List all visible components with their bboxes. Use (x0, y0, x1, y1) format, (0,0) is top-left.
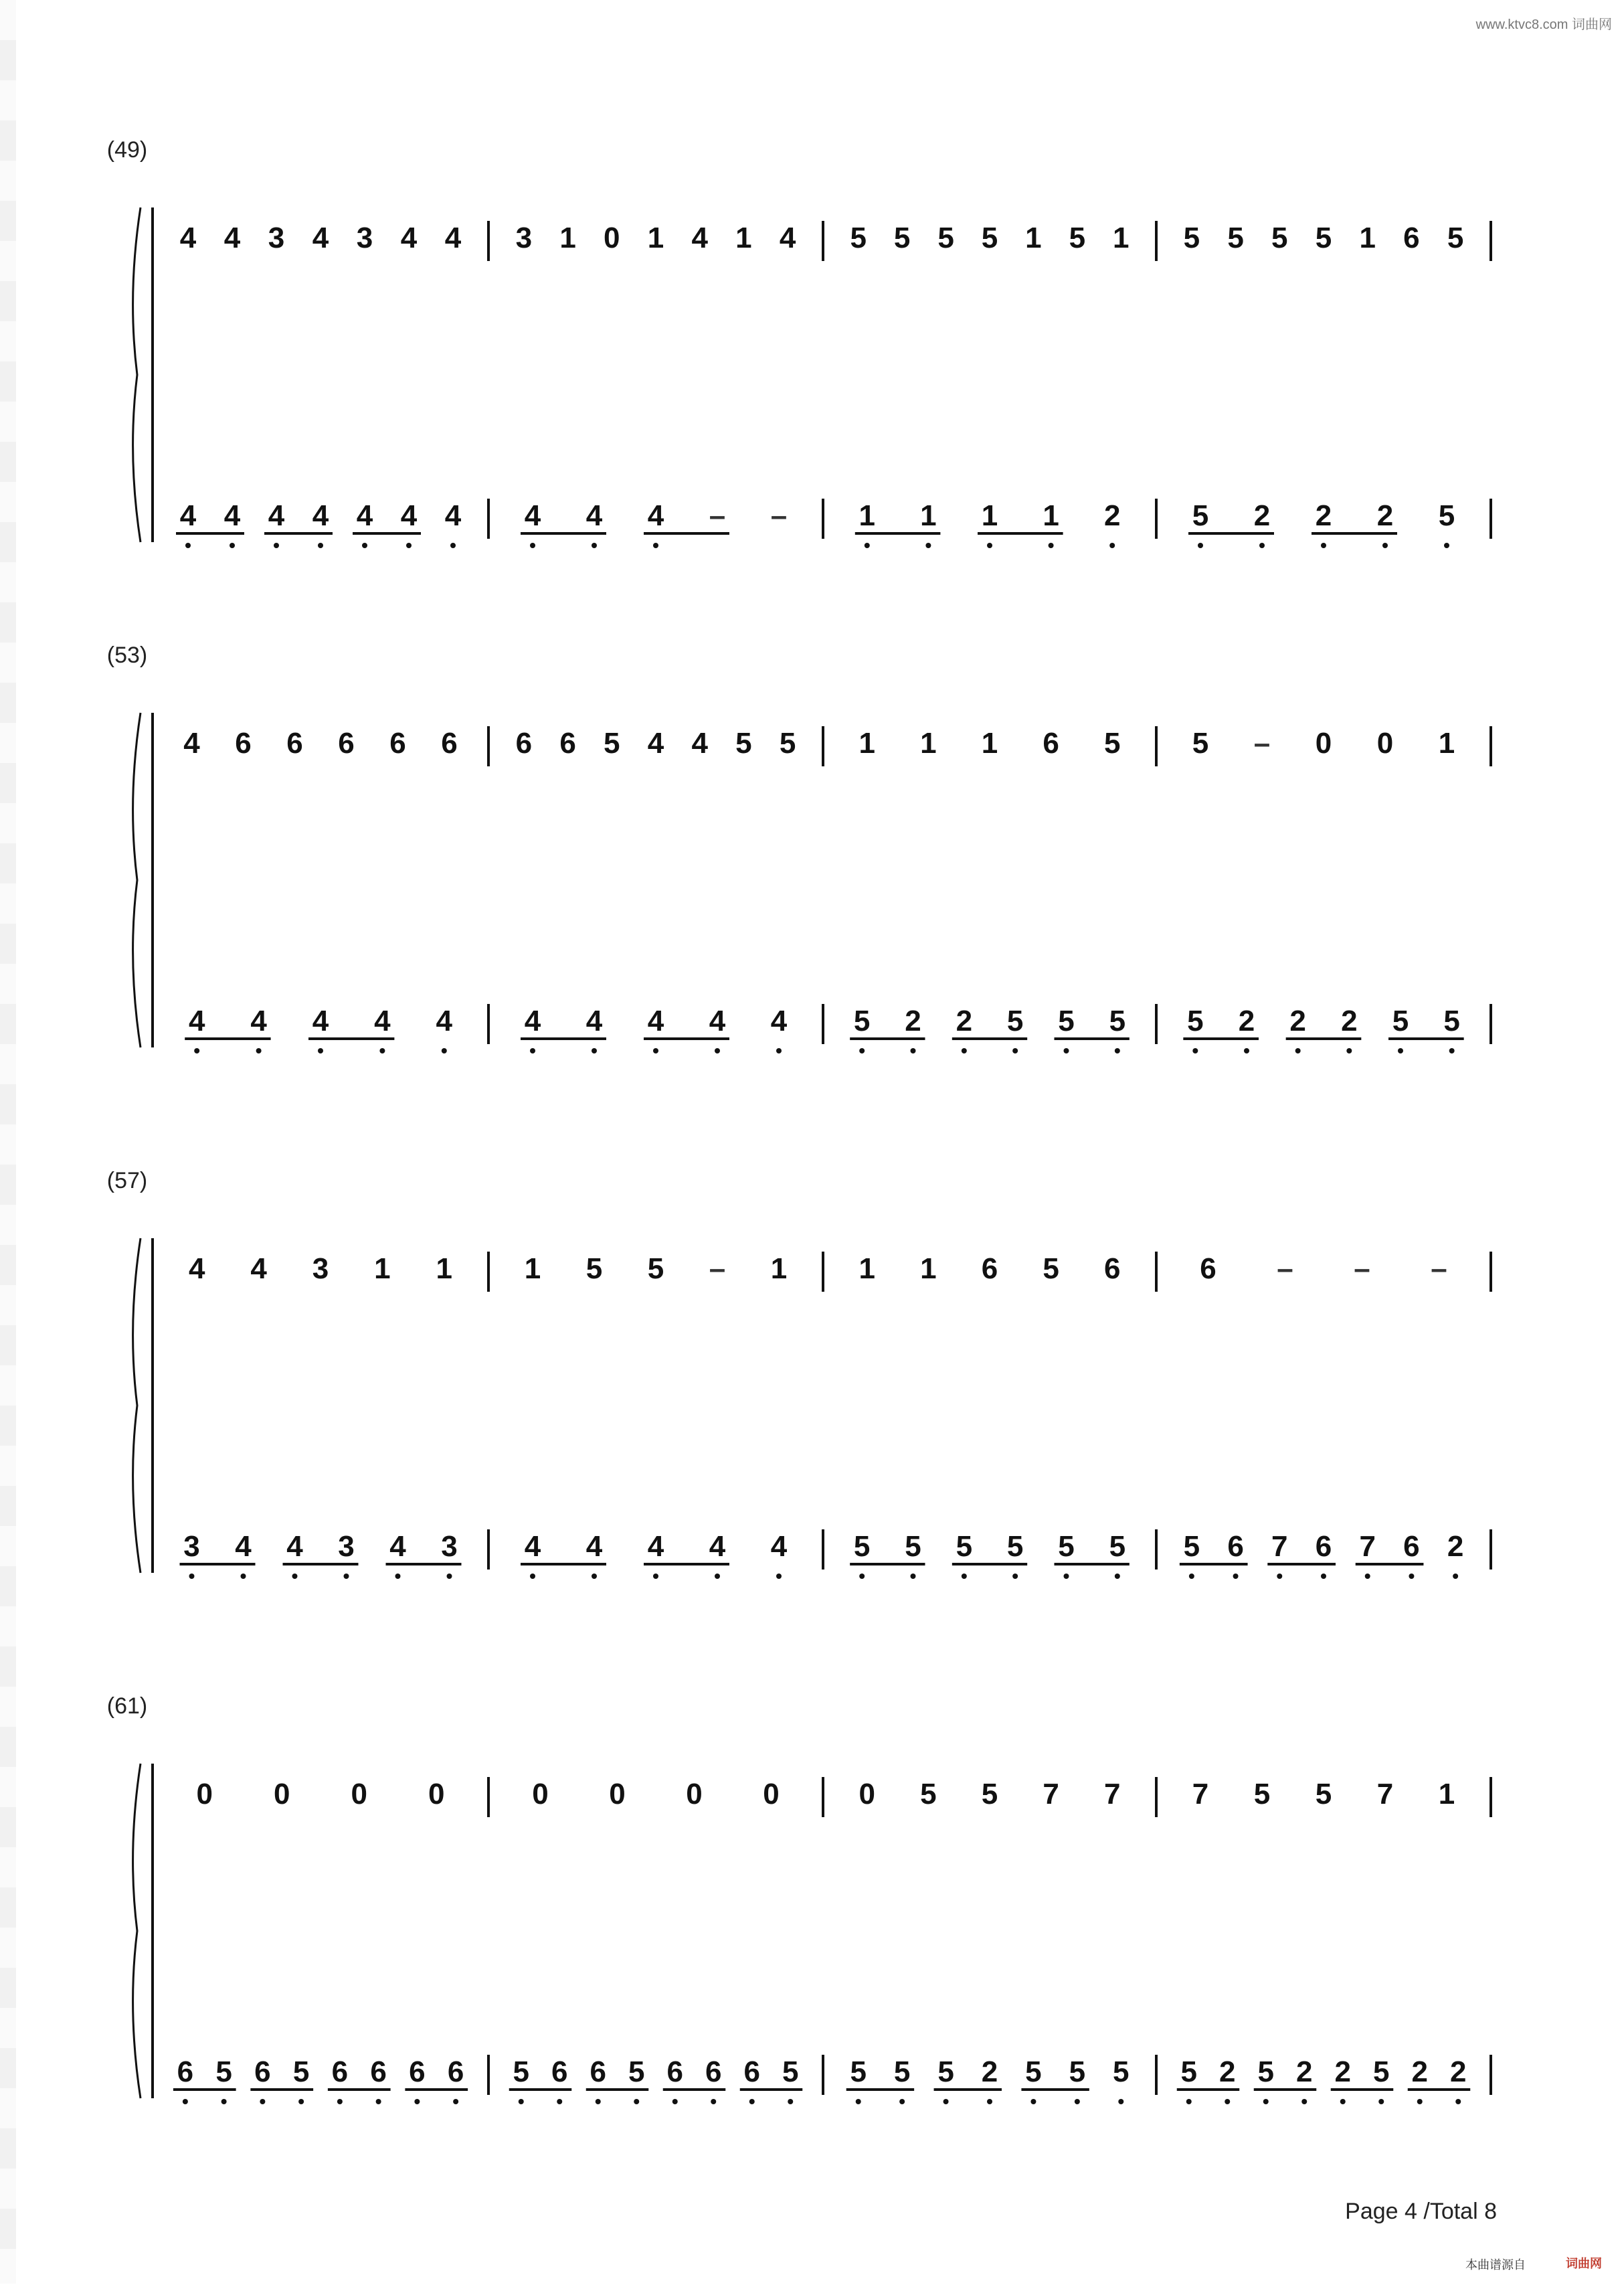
octave-dot (221, 2099, 227, 2104)
octave-dot (788, 2099, 793, 2104)
lh-note: 6 (447, 2055, 464, 2088)
lh-note: 4 (709, 1005, 726, 1037)
lh-note: 2 (1253, 499, 1271, 532)
octave-dot (379, 1048, 385, 1053)
lh-note: 2 (1103, 499, 1121, 532)
system-brace (133, 713, 141, 1047)
lh-note: 2 (1341, 1005, 1358, 1037)
lh-note: 2 (1450, 2055, 1467, 2088)
rh-note: 0 (763, 1778, 780, 1810)
rh-note: 4 (179, 222, 197, 254)
page-number: Page 4 /Total 8 (1345, 2199, 1497, 2224)
octave-dot (592, 1048, 597, 1053)
lh-note: 5 (850, 2055, 867, 2088)
lh-note: 2 (1315, 499, 1332, 532)
octave-dot (447, 1574, 452, 1579)
octave-dot (865, 543, 870, 548)
octave-dot (1398, 1048, 1403, 1053)
rh-note: 4 (223, 222, 241, 254)
rh-note: 5 (920, 1778, 937, 1810)
rh-note: 6 (338, 727, 355, 760)
lh-note: 6 (331, 2055, 349, 2088)
octave-dot (1225, 2099, 1230, 2104)
lh-note: 6 (1227, 1530, 1244, 1563)
rh-note: 7 (1192, 1778, 1209, 1810)
lh-note: 5 (1443, 1005, 1460, 1037)
lh-note: 6 (409, 2055, 426, 2088)
octave-dot (241, 1574, 246, 1579)
lh-note: 2 (1289, 1005, 1306, 1037)
octave-dot (1321, 1574, 1326, 1579)
lh-note: 4 (524, 1530, 541, 1563)
octave-dot (406, 543, 412, 548)
rh-note: 5 (1043, 1252, 1059, 1285)
rh-note: 1 (1025, 222, 1042, 254)
lh-note: 5 (292, 2055, 310, 2088)
rh-note: 1 (981, 727, 998, 760)
rh-note: 0 (686, 1778, 703, 1810)
rh-note: 4 (647, 727, 664, 760)
octave-dot (962, 1048, 967, 1053)
octave-dot (318, 543, 323, 548)
lh-note: 4 (356, 499, 373, 532)
rh-note: – (1277, 1252, 1293, 1285)
octave-dot (715, 1048, 720, 1053)
rh-note: 5 (735, 727, 752, 760)
octave-dot (859, 1048, 865, 1053)
lh-note: 5 (1006, 1005, 1024, 1037)
octave-dot (1075, 2099, 1080, 2104)
rh-note: 5 (1315, 1778, 1332, 1810)
lh-note: 5 (853, 1005, 871, 1037)
rh-note: – (1431, 1252, 1447, 1285)
lh-note: 7 (1271, 1530, 1288, 1563)
lh-note: 5 (1438, 499, 1455, 532)
rh-note: 5 (937, 222, 954, 254)
rh-note: 3 (515, 222, 533, 254)
rh-note: 1 (524, 1252, 541, 1285)
lh-note: 4 (647, 499, 664, 532)
rh-note: 0 (859, 1778, 876, 1810)
lh-note: 4 (188, 1005, 205, 1037)
measure-number: (49) (106, 137, 148, 163)
octave-dot (1115, 1574, 1120, 1579)
octave-dot (1340, 2099, 1346, 2104)
octave-dot (194, 1048, 199, 1053)
lh-note: 5 (1069, 2055, 1086, 2088)
rh-note: 4 (444, 222, 462, 254)
lh-note: 1 (1043, 499, 1059, 532)
lh-note: 4 (647, 1005, 664, 1037)
octave-dot (1244, 1048, 1249, 1053)
octave-dot (715, 1574, 720, 1579)
octave-dot (1198, 543, 1203, 548)
octave-dot (1382, 543, 1388, 548)
lh-note: 1 (920, 499, 937, 532)
lh-note: 5 (1006, 1530, 1024, 1563)
octave-dot (1049, 543, 1054, 548)
octave-dot (1444, 543, 1449, 548)
octave-dot (672, 2099, 678, 2104)
lh-note: 4 (770, 1530, 788, 1563)
lh-note: 5 (1109, 1530, 1126, 1563)
rh-note: 5 (1253, 1778, 1271, 1810)
rh-note: 5 (1227, 222, 1244, 254)
octave-dot (1115, 1048, 1120, 1053)
octave-dot (1295, 1048, 1301, 1053)
octave-dot (1064, 1574, 1069, 1579)
octave-dot (292, 1574, 298, 1579)
lh-note: 5 (1392, 1005, 1409, 1037)
lh-note: 6 (1315, 1530, 1332, 1563)
lh-note: 1 (859, 499, 876, 532)
lh-note: 5 (513, 2055, 529, 2088)
octave-dot (260, 2099, 265, 2104)
rh-note: 7 (1043, 1778, 1059, 1810)
lh-note: 4 (647, 1530, 664, 1563)
lh-note: 4 (179, 499, 197, 532)
lh-note: 5 (1183, 1530, 1200, 1563)
rh-note: 7 (1103, 1778, 1121, 1810)
octave-dot (1118, 2099, 1123, 2104)
octave-dot (653, 543, 658, 548)
octave-dot (1346, 1048, 1352, 1053)
rh-note: 5 (893, 222, 911, 254)
rh-note: 4 (183, 727, 200, 760)
rh-note: – (709, 1252, 726, 1285)
octave-dot (230, 543, 235, 548)
lh-note: 3 (183, 1530, 200, 1563)
lh-note: 4 (374, 1005, 391, 1037)
rh-note: 5 (1271, 222, 1288, 254)
rh-note: 3 (268, 222, 285, 254)
rh-note: 6 (286, 727, 303, 760)
rh-note: 5 (1192, 727, 1209, 760)
octave-dot (1417, 2099, 1423, 2104)
octave-dot (414, 2099, 420, 2104)
lh-note: 6 (590, 2055, 606, 2088)
rh-note: 7 (1376, 1778, 1394, 1810)
rh-note: 1 (920, 1252, 937, 1285)
octave-dot (1233, 1574, 1239, 1579)
rh-note: 3 (356, 222, 373, 254)
rh-note: 6 (1043, 727, 1059, 760)
rh-note: 0 (351, 1778, 367, 1810)
rh-note: 5 (604, 727, 620, 760)
rh-note: – (1354, 1252, 1370, 1285)
octave-dot (1409, 1574, 1414, 1579)
rh-note: 4 (188, 1252, 205, 1285)
octave-dot (925, 543, 931, 548)
lh-note: 4 (223, 499, 241, 532)
octave-dot (362, 543, 367, 548)
lh-note: 7 (1359, 1530, 1376, 1563)
lh-note: 2 (905, 1005, 921, 1037)
lh-note: 5 (1058, 1530, 1075, 1563)
lh-note: 4 (524, 499, 541, 532)
octave-dot (711, 2099, 716, 2104)
lh-note: 6 (177, 2055, 194, 2088)
rh-note: 4 (312, 222, 329, 254)
lh-note: 4 (312, 499, 329, 532)
lh-note: 6 (666, 2055, 683, 2088)
octave-dot (776, 1574, 782, 1579)
lh-note: 4 (444, 499, 462, 532)
lh-note: 5 (1109, 1005, 1126, 1037)
octave-dot (634, 2099, 639, 2104)
lh-note: 5 (1113, 2055, 1130, 2088)
rh-note: 1 (735, 222, 752, 254)
lh-note: 5 (956, 1530, 973, 1563)
lh-note: 3 (338, 1530, 355, 1563)
octave-dot (987, 543, 992, 548)
octave-dot (1365, 1574, 1370, 1579)
lh-note: 1 (981, 499, 998, 532)
source-logo-text: 词曲网 (1566, 2257, 1602, 2270)
rh-note: 4 (691, 727, 708, 760)
lh-note: 4 (235, 1530, 252, 1563)
rh-note: 6 (981, 1252, 998, 1285)
system-brace (133, 207, 141, 542)
lh-note: 4 (436, 1005, 453, 1037)
lh-note: 4 (709, 1530, 726, 1563)
octave-dot (1321, 543, 1326, 548)
octave-dot (256, 1048, 262, 1053)
lh-note: 4 (400, 499, 418, 532)
site-watermark: www.ktvc8.com 词曲网 (1475, 17, 1612, 32)
lh-note: 2 (981, 2055, 998, 2088)
lh-note: 6 (705, 2055, 722, 2088)
lh-note: 2 (1411, 2055, 1428, 2088)
lh-note: 2 (1296, 2055, 1313, 2088)
octave-dot (337, 2099, 343, 2104)
rh-note: 5 (850, 222, 867, 254)
octave-dot (1277, 1574, 1282, 1579)
rh-note: 5 (1315, 222, 1332, 254)
octave-dot (453, 2099, 458, 2104)
rh-note: – (1253, 727, 1271, 760)
lh-note: 3 (441, 1530, 458, 1563)
rh-note: 1 (859, 727, 876, 760)
rh-note: 6 (441, 727, 458, 760)
octave-dot (911, 1048, 916, 1053)
rh-note: 1 (770, 1252, 788, 1285)
rh-note: 4 (691, 222, 708, 254)
octave-dot (1455, 2099, 1461, 2104)
rh-note: 6 (1200, 1252, 1216, 1285)
rh-note: 0 (1315, 727, 1332, 760)
measure-number: (57) (106, 1168, 148, 1193)
octave-dot (1030, 2099, 1036, 2104)
rh-note: 0 (196, 1778, 213, 1810)
octave-dot (1109, 543, 1115, 548)
rh-note: 0 (274, 1778, 290, 1810)
octave-dot (1378, 2099, 1384, 2104)
octave-dot (911, 1574, 916, 1579)
octave-dot (274, 543, 279, 548)
octave-dot (1012, 1574, 1018, 1579)
octave-dot (653, 1574, 658, 1579)
octave-dot (183, 2099, 188, 2104)
lh-note: 5 (628, 2055, 645, 2088)
rh-note: 6 (1403, 222, 1420, 254)
rh-note: 1 (1438, 727, 1455, 760)
octave-dot (987, 2099, 992, 2104)
octave-dot (442, 1048, 447, 1053)
lh-note: 5 (893, 2055, 911, 2088)
octave-dot (859, 1574, 865, 1579)
system-brace (133, 1764, 141, 2098)
lh-note: 6 (743, 2055, 760, 2088)
octave-dot (1263, 2099, 1269, 2104)
lh-note: 4 (268, 499, 285, 532)
rh-note: 6 (1103, 1252, 1121, 1285)
rh-note: 5 (1103, 727, 1121, 760)
octave-dot (1064, 1048, 1069, 1053)
octave-dot (376, 2099, 381, 2104)
octave-dot (530, 1574, 535, 1579)
lh-note: 4 (585, 499, 603, 532)
lh-note: 2 (1376, 499, 1394, 532)
lh-note: 5 (937, 2055, 954, 2088)
rh-note: 4 (779, 222, 796, 254)
octave-dot (899, 2099, 905, 2104)
lh-note: 5 (905, 1530, 921, 1563)
rh-note: 0 (428, 1778, 445, 1810)
rh-note: 1 (1438, 1778, 1455, 1810)
octave-dot (962, 1574, 967, 1579)
lh-note: 2 (1238, 1005, 1255, 1037)
rh-note: 5 (1183, 222, 1200, 254)
rh-note: 0 (532, 1778, 549, 1810)
rh-note: 0 (604, 222, 620, 254)
octave-dot (344, 1574, 349, 1579)
rh-note: 1 (920, 727, 937, 760)
octave-dot (1449, 1048, 1455, 1053)
rh-note: 4 (400, 222, 418, 254)
rh-note: 1 (374, 1252, 391, 1285)
octave-dot (298, 2099, 304, 2104)
octave-dot (1453, 1574, 1458, 1579)
source-label: 本曲谱源自 (1465, 2258, 1526, 2272)
rh-note: 5 (981, 222, 998, 254)
lh-note: 5 (1058, 1005, 1075, 1037)
octave-dot (653, 1048, 658, 1053)
lh-note: 4 (286, 1530, 303, 1563)
lh-note: 5 (782, 2055, 799, 2088)
octave-dot (189, 1574, 195, 1579)
octave-dot (530, 1048, 535, 1053)
page-edge-strip (0, 0, 16, 2284)
lh-note: – (709, 499, 726, 532)
rh-note: 1 (436, 1252, 453, 1285)
lh-note: 5 (1192, 499, 1209, 532)
lh-note: 4 (770, 1005, 788, 1037)
lh-note: 5 (1257, 2055, 1274, 2088)
octave-dot (1192, 1048, 1198, 1053)
rh-note: 1 (647, 222, 664, 254)
lh-note: 6 (1403, 1530, 1420, 1563)
octave-dot (856, 2099, 861, 2104)
rh-note: 0 (1376, 727, 1394, 760)
lh-note: 4 (389, 1530, 406, 1563)
lh-note: – (770, 499, 788, 532)
octave-dot (1259, 543, 1265, 548)
octave-dot (318, 1048, 323, 1053)
rh-note: 5 (1069, 222, 1086, 254)
rh-note: 4 (250, 1252, 267, 1285)
rh-note: 5 (1447, 222, 1464, 254)
lh-note: 5 (853, 1530, 871, 1563)
rh-note: 6 (515, 727, 533, 760)
octave-dot (1189, 1574, 1194, 1579)
lh-note: 4 (250, 1005, 267, 1037)
lh-note: 5 (215, 2055, 232, 2088)
rh-note: 5 (647, 1252, 664, 1285)
lh-note: 5 (1025, 2055, 1042, 2088)
rh-note: 1 (559, 222, 576, 254)
system-brace (133, 1238, 141, 1573)
rh-note: 3 (312, 1252, 329, 1285)
lh-note: 5 (1180, 2055, 1197, 2088)
rh-note: 6 (559, 727, 576, 760)
octave-dot (749, 2099, 755, 2104)
lh-note: 4 (524, 1005, 541, 1037)
octave-dot (592, 1574, 597, 1579)
rh-note: 5 (779, 727, 796, 760)
rh-note: 6 (389, 727, 406, 760)
octave-dot (519, 2099, 524, 2104)
lh-note: 2 (956, 1005, 973, 1037)
lh-note: 4 (585, 1005, 603, 1037)
lh-note: 4 (585, 1530, 603, 1563)
lh-note: 5 (1187, 1005, 1204, 1037)
octave-dot (450, 543, 456, 548)
octave-dot (557, 2099, 562, 2104)
lh-note: 6 (551, 2055, 568, 2088)
lh-note: 2 (1447, 1530, 1464, 1563)
lh-note: 6 (370, 2055, 387, 2088)
octave-dot (530, 543, 535, 548)
octave-dot (1186, 2099, 1192, 2104)
octave-dot (776, 1048, 782, 1053)
octave-dot (592, 543, 597, 548)
lh-note: 2 (1219, 2055, 1236, 2088)
rh-note: 1 (1113, 222, 1130, 254)
rh-note: 5 (585, 1252, 603, 1285)
octave-dot (395, 1574, 401, 1579)
lh-note: 5 (1373, 2055, 1390, 2088)
lh-note: 4 (312, 1005, 329, 1037)
rh-note: 6 (235, 727, 252, 760)
rh-note: 1 (1359, 222, 1376, 254)
rh-note: 5 (981, 1778, 998, 1810)
measure-number: (53) (106, 643, 148, 668)
rh-note: 1 (859, 1252, 876, 1285)
octave-dot (943, 2099, 949, 2104)
octave-dot (1301, 2099, 1307, 2104)
octave-dot (596, 2099, 601, 2104)
octave-dot (185, 543, 191, 548)
measure-number: (61) (106, 1693, 148, 1719)
octave-dot (1012, 1048, 1018, 1053)
lh-note: 2 (1334, 2055, 1351, 2088)
rh-note: 0 (609, 1778, 626, 1810)
lh-note: 6 (254, 2055, 271, 2088)
